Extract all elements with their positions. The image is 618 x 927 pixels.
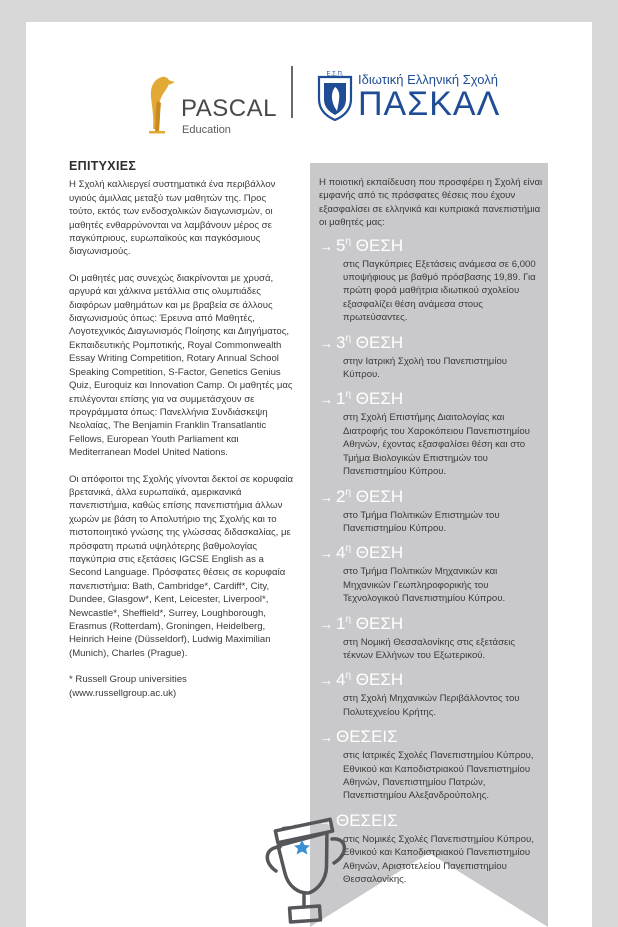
achievement-heading	[319, 614, 544, 634]
achievement-description: στο Τμήμα Πολιτικών Επιστημών του Πανεπιστημίου Κύπρου.	[343, 509, 500, 534]
school-logo	[316, 69, 576, 129]
achievement-description: στις Παγκύπριες Εξετάσεις ανάμεσα σε 6,000 υποψήφιους με βαθμό πρόσβασης 19,89. Για πρώτη φορά μαθήτρια ιδιωτικού σχολείου εξασφαλίζει θέση ανάμεσα στους πρωτεύσαντες.	[343, 258, 536, 324]
achievement-heading	[319, 333, 544, 353]
achievement-word: ΘΕΣΗ	[355, 543, 404, 563]
arrow-right-icon: →	[319, 729, 333, 746]
achievement-rank: 1	[336, 389, 346, 409]
achievement-heading	[319, 543, 544, 563]
achievement-rank: 4	[336, 543, 346, 563]
achievement-word: ΘΕΣΗ	[355, 670, 404, 690]
footnote-line2: (www.russellgroup.ac.uk)	[69, 687, 177, 699]
achievement-word: ΘΕΣΗ	[355, 235, 404, 255]
achievement-description: στις Νομικές Σχολές Πανεπιστημίου Κύπρου, Εθνικού και Καποδιστριακού Πανεπιστημίου Αθηνών, Αριστοτελείου Πανεπιστημίου Θεσσαλονίκης.	[343, 833, 534, 885]
arrow-right-icon: →	[319, 672, 333, 689]
achievement-word: ΘΕΣΕΙΣ	[336, 810, 398, 830]
paragraph-intro: Η Σχολή καλλιεργεί συστηματικά ένα περιβάλλον υγιούς άμιλλας μεταξύ των μαθητών της. Προς τούτο, εκτός των ενδοσχολικών διαγωνισμών, οι μαθητές ενθαρρύνονται να λαμβάνουν μέρος σε παγκύπριους, ευρωπαϊκούς και παγκόσμιους διαγωνισμούς.	[69, 179, 276, 258]
trophy-icon	[246, 807, 356, 927]
achievement-heading	[319, 236, 544, 256]
brochure-page	[26, 22, 592, 927]
achievement-entry	[319, 727, 544, 803]
footnote	[69, 673, 294, 700]
achievement-rank-suffix: η	[345, 613, 352, 625]
achievements-intro: Η ποιοτική εκπαίδευση που προσφέρει η Σχολή είναι εμφανής από τις πρόσφατες θέσεις που έχουν εξασφαλίσει σε ελληνικά και κυπριακά πανεπιστήμια οι μαθητές μας:	[319, 177, 543, 229]
arrow-right-icon: →	[319, 334, 333, 351]
achievement-heading	[319, 727, 544, 747]
arrow-right-icon: →	[319, 615, 333, 632]
left-column	[69, 160, 294, 700]
achievement-description: στη Σχολή Μηχανικών Περιβάλλοντος του Πολυτεχνείου Κρήτης.	[343, 693, 520, 718]
arrow-right-icon: →	[319, 488, 333, 505]
arrow-right-icon: →	[319, 391, 333, 408]
achievement-heading	[319, 389, 544, 409]
achievement-rank-suffix: η	[345, 670, 352, 682]
achievement-word: ΘΕΣΕΙΣ	[336, 727, 398, 747]
achievement-entry	[319, 614, 544, 663]
achievement-word: ΘΕΣΗ	[355, 486, 404, 506]
achievement-rank-suffix: η	[345, 486, 352, 498]
school-name-line2: ΠΑΣΚΑΛ	[358, 85, 501, 123]
pascal-bird-icon	[144, 71, 178, 141]
arrow-right-icon: →	[319, 237, 333, 254]
achievement-word: ΘΕΣΗ	[355, 389, 404, 409]
achievement-rank: 5	[336, 235, 346, 255]
achievement-rank: 1	[336, 613, 346, 633]
achievement-word: ΘΕΣΗ	[355, 613, 404, 633]
paragraph-competitions: Οι μαθητές μας συνεχώς διακρίνονται με χρυσά, αργυρά και χάλκινα μετάλλια στις ολυμπιάδες διαφόρων μαθημάτων και με βραβεία σε άλλους διαγωνισμούς όπως: Έρευνα από Μαθητές, Λογοτεχνικός Διαγωνισμός Ποίησης και Διηγήματος, Εκπαιδευτικής Ρομποτικής, Royal Commonwealth Essay Writing Competition, Rotary Annual School Speaking Competition, S-Factor, Genetics Genius Quiz, Euroquiz και Innovation Camp. Οι μαθητές μας επιλέγονται επίσης για να συμμετάσχουν σε προγράμματα όπως: Πανελλήνια Συνδιάσκεψη Νεολαίας, The Benjamin Franklin Transatlantic Fellows, European Youth Parliament και Mediterranean Model United Nations.	[69, 272, 293, 459]
crest-letters: Ε.Σ.Π.	[326, 71, 344, 78]
achievement-rank-suffix: η	[345, 389, 352, 401]
achievement-rank-suffix: η	[345, 332, 352, 344]
achievements-list	[319, 176, 544, 894]
achievement-entry	[319, 670, 544, 719]
arrow-right-icon: →	[319, 812, 333, 829]
achievement-rank-suffix: η	[345, 235, 352, 247]
achievement-entry	[319, 333, 544, 382]
school-name-line1: Ιδιωτική Ελληνική Σχολή	[358, 72, 498, 87]
section-title: ΕΠΙΤΥΧΙΕΣ	[69, 159, 137, 173]
achievement-description: στην Ιατρική Σχολή του Πανεπιστημίου Κύπρου.	[343, 355, 508, 381]
achievement-rank: 4	[336, 670, 346, 690]
achievement-rank: 2	[336, 486, 346, 506]
school-crest-icon	[316, 69, 354, 121]
achievement-rank-suffix: η	[345, 543, 352, 555]
pascal-wordmark: PASCAL	[181, 95, 277, 122]
achievement-entry	[319, 487, 544, 536]
achievement-description: στο Τμήμα Πολιτικών Μηχανικών και Μηχανικών Γεωπληροφορικής του Τεχνολογικού Πανεπιστημίου Κύπρου.	[343, 566, 506, 605]
achievement-rank: 3	[336, 332, 346, 352]
achievement-heading	[319, 487, 544, 507]
achievement-entry	[319, 389, 544, 478]
achievement-heading	[319, 670, 544, 690]
footnote-line1: * Russell Group universities	[69, 674, 187, 686]
achievement-entry	[319, 543, 544, 605]
achievement-description: στη Σχολή Επιστήμης Διαιτολογίας και Διατροφής του Χαροκόπειου Πανεπιστημίου Αθηνών, έχοντας εξασφαλίσει θέση και στο Τμήμα Βιολογικών Επιστημών του Πανεπιστημίου Κύπρου.	[343, 412, 530, 478]
arrow-right-icon: →	[319, 545, 333, 562]
header-divider	[291, 66, 293, 118]
achievement-word: ΘΕΣΗ	[355, 332, 404, 352]
paragraph-universities: Οι απόφοιτοι της Σχολής γίνονται δεκτοί σε κορυφαία βρετανικά, άλλα ευρωπαϊκά, αμερικανικά πανεπιστήμια, καθώς επίσης πανεπιστήμια άλλων χωρών με βάση το Απολυτήριο της Σχολής και το πιστοποιητικό γνώσης της γλώσσας διδασκαλίας, με πρόσφατη πρωτιά υψηλότερης βαθμολογίας παγκύπρια στις εξετάσεις IGCSE English as a Second Language. Πρόσφατες θέσεις σε κορυφαία πανεπιστήμια: Bath, Cambridge*, Cardiff*, City, Dundee, Glasgow*, Kent, Leicester, Liverpool*, Newcastle*, Sheffield*, Surrey, Loughborough, Erasmus (Rotterdam), Groningen, Heidelberg, Heinrich Heine (Düsseldorf), Ludwig Maximilian (Munich), Charles (Prague).	[69, 473, 294, 659]
achievement-description: στις Ιατρικές Σχολές Πανεπιστημίου Κύπρου, Εθνικού και Καποδιστριακού Πανεπιστημίου Αθηνών, Πανεπιστημίου Πατρών, Πανεπιστημίου Αλεξανδρούπολης.	[343, 750, 534, 802]
achievement-description: στη Νομική Θεσσαλονίκης στις εξετάσεις τέκνων Ελλήνων του Εξωτερικού.	[343, 636, 516, 661]
achievement-entry	[319, 236, 544, 325]
pascal-subtitle: Education	[182, 124, 231, 136]
